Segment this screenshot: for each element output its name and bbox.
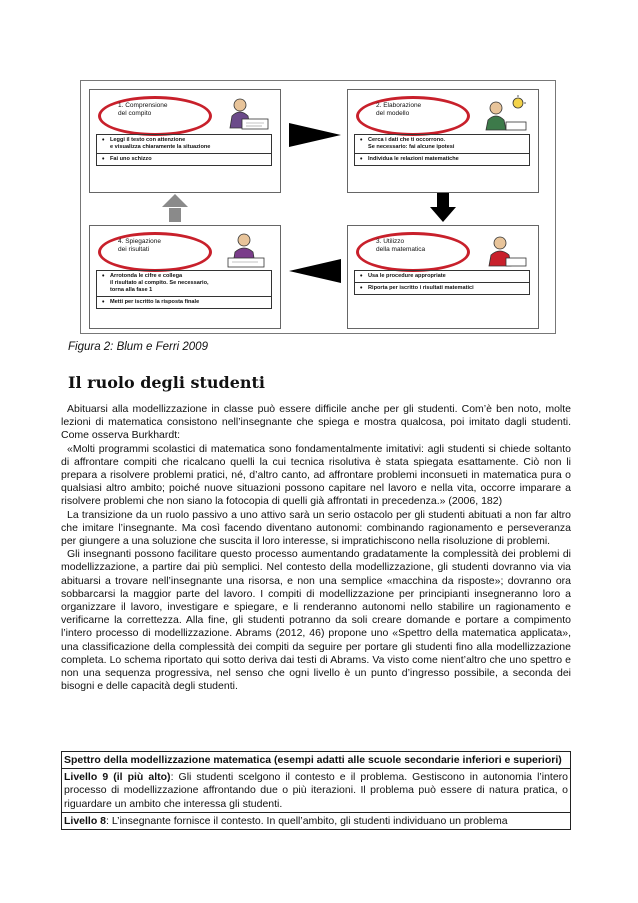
paragraph: La transizione da un ruolo passivo a uno attivo sarà un serio ostacolo per gli studenti abituati a non far altro che imitare l’insegnante. Ma così facendo diventano autonomi: combinando ragionamento e perseveranza per giungere a una soluzione che suscita il loro interesse, si impratichiscono nella risoluzione di problemi. [61,508,571,548]
step-item: • Leggi il testo con attenzione e visualizza chiaramente la situazione [101,137,267,151]
modelling-cycle-figure [80,80,556,334]
divider [355,153,529,154]
figure-caption: Figura 2: Blum e Ferri 2009 [68,341,208,353]
step-item: • Cerca i dati che ti occorrono. Se necessario: fai alcune ipotesi [359,137,525,151]
down-arrow-icon [429,193,457,223]
step-item: • Usa le procedure appropriate [359,273,525,280]
student-reading-illustration [218,94,274,134]
level-text: : L’insegnante fornisce il contesto. In quell’ambito, gli studenti individuano un problema [106,814,508,827]
stage-title: 4. Spiegazione dei risultati [118,238,162,253]
divider [97,153,271,154]
stage-2-box [347,89,539,193]
up-arrow-icon [161,193,189,223]
student-thinking-illustration [476,94,532,134]
left-arrow-icon [287,257,343,285]
divider [97,296,271,297]
step-item: • Arrotonda le cifre e collega il risultato al compito. Se necessario, torna alla fase 1 [101,273,267,294]
table-header-row [62,752,571,769]
stage-steps [354,134,530,166]
student-writing-illustration [218,230,274,270]
divider [355,282,529,283]
step-item: • Fai uno schizzo [101,156,267,163]
body-text [61,403,571,693]
table-row [62,812,571,829]
stage-steps [354,270,530,295]
section-heading: Il ruolo degli studenti [68,373,265,392]
modelling-spectrum-table [61,751,571,830]
step-item: • Riporta per iscritto i risultati matematici [359,285,525,292]
level-label: Livello 8 [64,814,107,827]
step-item: • Individua le relazioni matematiche [359,156,525,163]
table-header: Spettro della modellizzazione matematica (esempi adatti alle scuole secondarie inferiori e superiori) [62,752,571,769]
student-calculating-illustration [476,230,532,270]
paragraph: Abituarsi alla modellizzazione in classe può essere difficile anche per gli studenti. Com’è ben noto, molte lezioni di matematica consistono nell’insegnante che spiega e mostra qualcosa, poi imitato dagli studenti. Come osserva Burkhardt: [61,403,571,442]
stage-3-box [347,225,539,329]
stage-4-box [89,225,281,329]
stage-title: 2. Elaborazione del modello [376,102,422,117]
stage-steps [96,134,272,166]
stage-steps [96,270,272,309]
step-item: • Metti per iscritto la risposta finale [101,299,267,306]
level-label: Livello 9 (il più alto) [64,771,171,784]
table-row [62,769,571,813]
stage-1-box [89,89,281,193]
level-text: : Gli studenti scelgono il contesto e il problema. Gestiscono in autonomia l’intero processo di modellizzazione affrontando due o più iterazioni. Il problema può essere di natura pratica, o riguardare un ambito che interessa gli studenti. [64,771,568,810]
table-cell [62,769,571,813]
table-cell [62,812,571,829]
paragraph: Gli insegnanti possono facilitare questo processo aumentando gradatamente la complessità dei problemi di modellizzazione, a partire dai più semplici. Nel contesto della modellizzazione, gli studenti dovranno via via abituarsi a trovare nell’insegnante una risorsa, e non una semplice «macchina da risposte»; dovranno ora sobbarcarsi la maggior parte del lavoro. I compiti di modellizzazione per principianti insegneranno loro a organizzare il lavoro, investigare e spiegare, e li renderanno autonomi nello stabilire un ragionamento e verificarne la correttezza. Alla fine, gli studenti potranno da soli creare domande e portare a compimento l’intero processo di modellizzazione. Abrams (2012, 46) propone uno «Spettro della matematica applicata», una classificazione della complessità dei compiti da seguire per portare gli studenti fino alla modellizzazione completa. Lo schema riportato qui sotto deriva dai testi di Abrams. Va visto come nient’altro che uno spettro e non una sequenza progressiva, nel senso che ogni livello è un punto d’ingresso possibile, a seconda dei bisogni e delle capacità degli studenti. [61,548,571,693]
stage-title: 1. Comprensione del compito [118,102,168,117]
stage-title: 3. Utilizzo della matematica [376,238,426,253]
right-arrow-icon [287,121,343,149]
quote-paragraph: «Molti programmi scolastici di matematica sono fondamentalmente imitativi: agli studenti si chiede soltanto di affrontare compiti che ricalcano quelli la cui tecnica risolutiva è stata spiegata esattamente. Ciò non li prepara a risolvere problemi pratici, né, d’altro canto, ad affrontare problemi inconsueti in matematica pura o qualsiasi altro ambito; poiché nuove situazioni possono capitare nel lavoro e nella vita, occorre imparare a risolvere problemi che non siano la fotocopia di quelli già affrontati in precedenza.» (2006, 182) [61,442,571,508]
